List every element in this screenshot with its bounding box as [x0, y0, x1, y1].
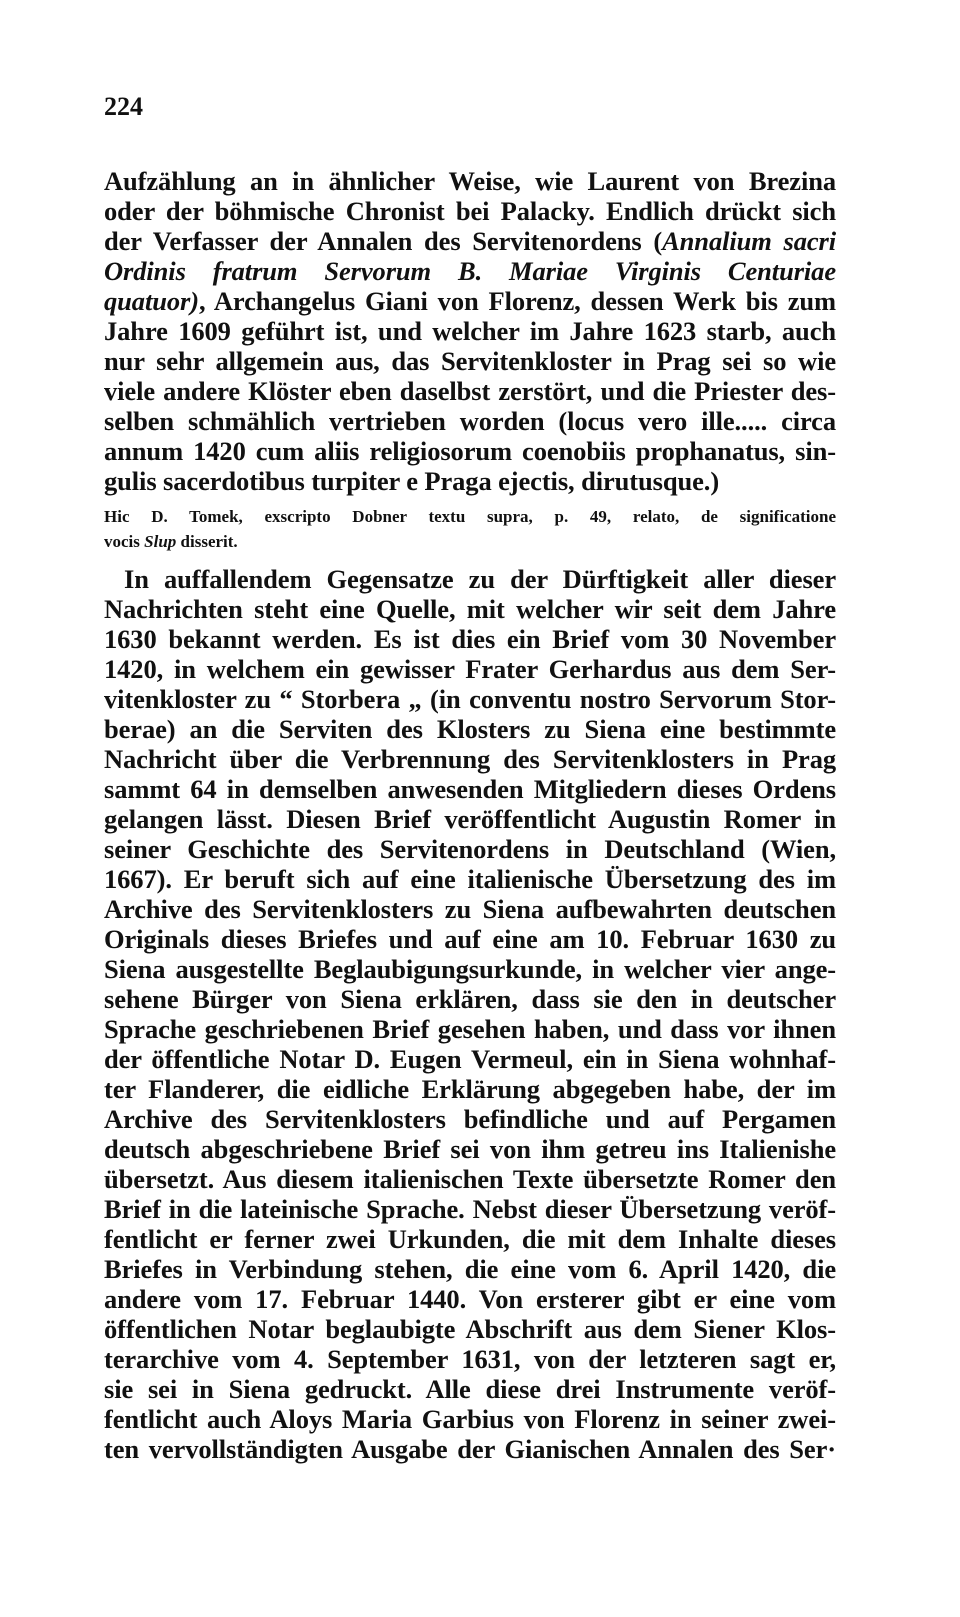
text-line	[104, 226, 836, 256]
text-line: ter Flanderer, die eidliche Erklärung abgegeben habe, der im	[104, 1074, 836, 1104]
text-line: deutsch abgeschriebene Brief sei von ihm getreu ins Italienishe	[104, 1134, 836, 1164]
text-line: nur sehr allgemein aus, das Servitenkloster in Prag sei so wie	[104, 346, 836, 376]
text-line: Siena ausgestellte Beglaubigungsurkunde, in welcher vier ange-	[104, 954, 836, 984]
text-line: vitenkloster zu “ Storbera „ (in conventu nostro Servorum Stor-	[104, 684, 836, 714]
note-line: Hic D. Tomek, exscripto Dobner textu supra, p. 49, relato, de significatione	[104, 507, 836, 526]
text-line: annum 1420 cum aliis religiosorum coenobiis prophanatus, sin-	[104, 436, 836, 466]
text-line: andere vom 17. Februar 1440. Von ersterer gibt er eine vom	[104, 1284, 836, 1314]
italic-word: Slup	[144, 532, 177, 551]
text-line: gelangen lässt. Diesen Brief veröffentlicht Augustin Romer in	[104, 804, 836, 834]
text-line: Briefes in Verbindung stehen, die eine vom 6. April 1420, die	[104, 1254, 836, 1284]
text-line: übersetzt. Aus diesem italienischen Texte übersetzte Romer den	[104, 1164, 836, 1194]
text-line: Archive des Servitenklosters zu Siena aufbewahrten deutschen	[104, 894, 836, 924]
text-line	[104, 256, 836, 286]
text-span: der Verfasser der Annalen des Servitenordens (	[104, 226, 663, 256]
text-line: Archive des Servitenklosters befindliche und auf Pergamen	[104, 1104, 836, 1134]
text-line: sammt 64 in demselben anwesenden Mitgliedern dieses Ordens	[104, 774, 836, 804]
text-line: fentlicht auch Aloys Maria Garbius von Florenz in seiner zwei-	[104, 1404, 836, 1434]
text-line: fentlicht er ferner zwei Urkunden, die mit dem Inhalte dieses	[104, 1224, 836, 1254]
text-span: vocis	[104, 532, 145, 551]
text-line: 1667). Er beruft sich auf eine italienische Übersetzung des im	[104, 864, 836, 894]
text-line: Aufzählung an in ähnlicher Weise, wie Laurent von Brezina	[104, 166, 836, 196]
text-line: sie sei in Siena gedruckt. Alle diese drei Instrumente veröf-	[104, 1374, 836, 1404]
italic-title: Ordinis fratrum Servorum B. Mariae Virginis Centuriae	[104, 256, 836, 286]
note-line	[104, 529, 836, 554]
text-line: seiner Geschichte des Servitenordens in Deutschland (Wien,	[104, 834, 836, 864]
page-number: 224	[104, 92, 143, 121]
text-line: gulis sacerdotibus turpiter e Praga ejectis, dirutusque.)	[104, 466, 720, 496]
text-line: 1630 bekannt werden. Es ist dies ein Brief vom 30 November	[104, 624, 836, 654]
text-span: disserit.	[176, 532, 238, 551]
text-line: Originals dieses Briefes und auf eine am 10. Februar 1630 zu	[104, 924, 836, 954]
text-line: sehene Bürger von Siena erklären, dass sie den in deutscher	[104, 984, 836, 1014]
text-line: berae) an die Serviten des Klosters zu Siena eine bestimmte	[104, 714, 836, 744]
text-line: öffentlichen Notar beglaubigte Abschrift aus dem Siener Klos-	[104, 1314, 836, 1344]
text-line: Nachricht über die Verbrennung des Servitenklosters in Prag	[104, 744, 836, 774]
text-line: Nachrichten steht eine Quelle, mit welcher wir seit dem Jahre	[104, 594, 836, 624]
text-line	[104, 286, 836, 316]
text-line: viele andere Klöster eben daselbst zerstört, und die Priester des-	[104, 376, 836, 406]
text-line: In auffallendem Gegensatze zu der Dürftigkeit aller dieser	[124, 564, 836, 594]
paragraph-2	[104, 564, 836, 1464]
text-line: 1420, in welchem ein gewisser Frater Gerhardus aus dem Ser-	[104, 654, 836, 684]
text-line: ten vervollständigten Ausgabe der Gianischen Annalen des Ser·	[104, 1434, 836, 1464]
document-page	[104, 92, 836, 1464]
text-line: der öffentliche Notar D. Eugen Vermeul, ein in Siena wohnhaf-	[104, 1044, 836, 1074]
paragraph-1	[104, 166, 836, 496]
text-line: selben schmählich vertrieben worden (locus vero ille..... circa	[104, 406, 836, 436]
text-span: , Archangelus Giani von Florenz, dessen Werk bis zum	[198, 286, 836, 316]
text-line: Jahre 1609 geführt ist, und welcher im Jahre 1623 starb, auch	[104, 316, 836, 346]
text-line: Brief in die lateinische Sprache. Nebst dieser Übersetzung veröf-	[104, 1194, 836, 1224]
text-line: oder der böhmische Chronist bei Palacky. Endlich drückt sich	[104, 196, 836, 226]
text-line: Sprache geschriebenen Brief gesehen haben, und dass vor ihnen	[104, 1014, 836, 1044]
text-line: terarchive vom 4. September 1631, von der letzteren sagt er,	[104, 1344, 836, 1374]
footnote	[104, 504, 836, 554]
italic-title: Annalium sacri	[662, 226, 836, 256]
italic-title: quatuor)	[104, 286, 199, 316]
